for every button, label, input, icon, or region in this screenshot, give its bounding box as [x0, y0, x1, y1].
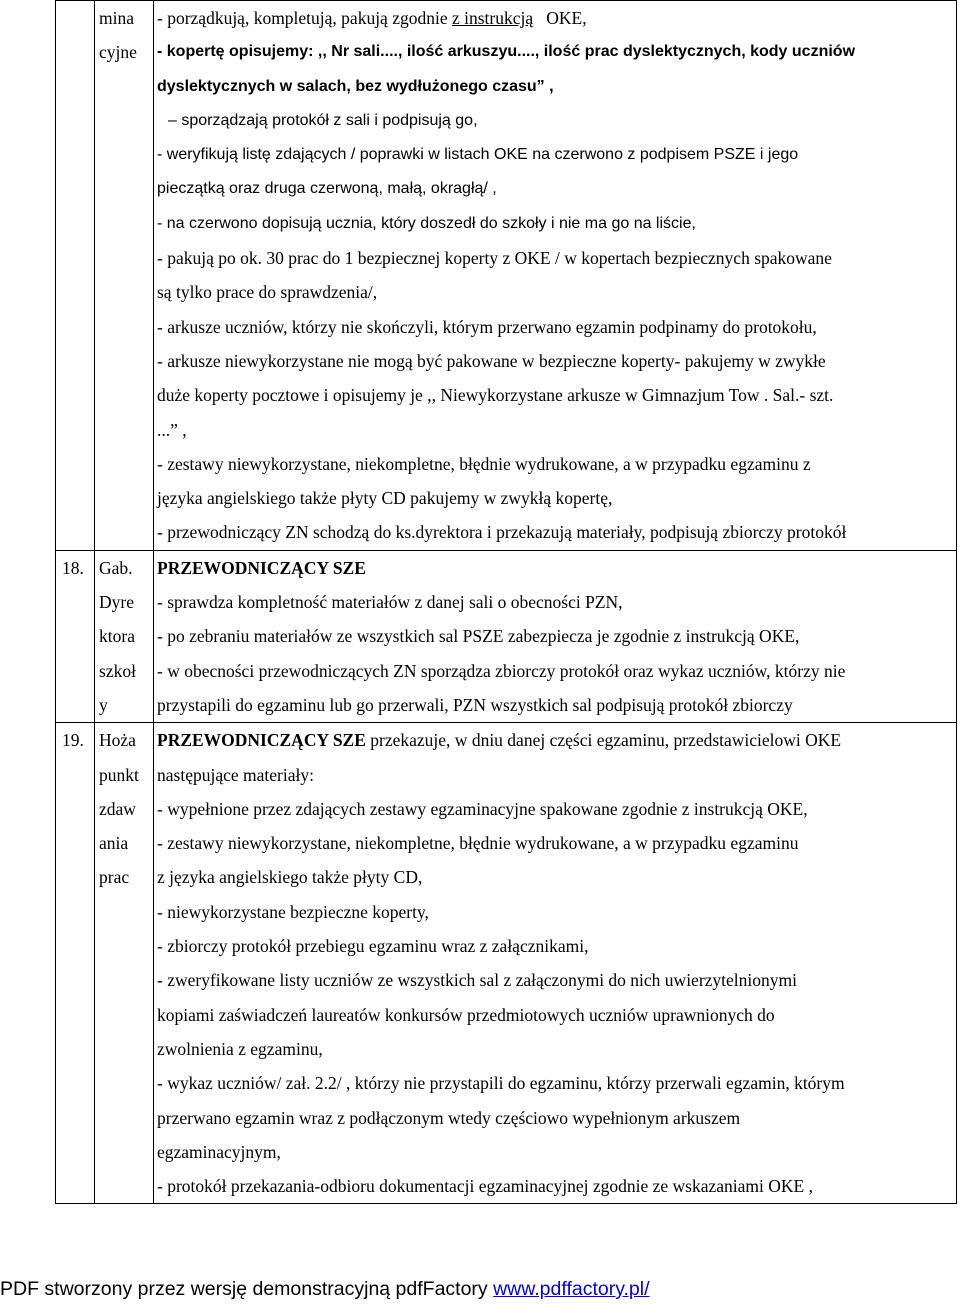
location-text: cyjne — [99, 42, 137, 63]
text-line: - sprawdza kompletność materiałów z danej sali o obecności PZN, — [157, 592, 623, 613]
row-number: 19. — [62, 730, 84, 751]
text-line: - zweryfikowane listy uczniów ze wszystkich sal z załączonymi do nich uwierzytelnionymi — [157, 970, 797, 991]
table-row — [56, 550, 957, 722]
text-line: następujące materiały: — [157, 764, 314, 785]
location-text: mina — [99, 8, 134, 28]
text-line: PRZEWODNICZĄCY SZE przekazuje, w dniu danej części egzaminu, przedstawicielowi OKE — [157, 730, 842, 751]
text-line: - pakują po ok. 30 prac do 1 bezpiecznej koperty z OKE / w kopertach bezpiecznych spakowane — [157, 248, 832, 269]
procedure-cell — [154, 1, 957, 551]
row-number-cell — [56, 1, 95, 551]
location-text: y — [99, 694, 108, 715]
text-line: - na czerwono dopisują ucznia, który doszedł do szkoły i nie ma go na liście, — [157, 214, 696, 232]
text-line: - wypełnione przez zdających zestawy egzaminacyjne spakowane zgodnie z instrukcją OKE, — [157, 798, 808, 819]
text-line: języka angielskiego także płyty CD pakujemy w zwykłą kopertę, — [157, 488, 613, 509]
text-line: - weryfikują listę zdających / poprawki w listach OKE na czerwono z podpisem PSZE i jego — [157, 146, 799, 164]
text-line: - wykaz uczniów/ zał. 2.2/ , którzy nie przystapili do egzaminu, którzy przerwali egzamin, którym — [157, 1073, 845, 1094]
location-text: Dyre — [99, 592, 134, 613]
text-line: dyslektycznych w salach, bez wydłużonego czasu” , — [157, 77, 554, 95]
location-text: Gab. — [99, 557, 133, 578]
text-line: - przewodniczący ZN schodzą do ks.dyrektora i przekazują materiały, podpisują zbiorczy protokół — [157, 522, 847, 543]
text-line: pieczątką oraz druga czerwoną, małą, okragłą/ , — [157, 180, 497, 198]
table-row — [56, 723, 957, 1204]
text-line: zwolnienia z egzaminu, — [157, 1038, 323, 1059]
text-line: - porządkują, kompletują, pakują zgodnie z instrukcją OKE, — [157, 8, 587, 28]
location-cell — [95, 550, 154, 722]
location-text: ania — [99, 833, 129, 854]
location-text: szkoł — [99, 660, 136, 681]
location-text: ktora — [99, 626, 135, 647]
text-line: kopiami zaświadczeń laureatów konkursów przedmiotowych uczniów uprawnionych do — [157, 1004, 775, 1025]
text-line: ...” , — [157, 419, 187, 440]
footer-text: PDF stworzony przez wersję demonstracyjną pdfFactory — [0, 1278, 494, 1300]
text-line: - kopertę opisujemy: ,, Nr sali...., ilość arkuszyu...., ilość prac dyslektycznych, kody uczniów — [157, 43, 856, 61]
section-heading: PRZEWODNICZĄCY SZE — [157, 557, 366, 578]
text-line: - arkusze uczniów, którzy nie skończyli, którym przerwano egzamin podpinamy do protokołu, — [157, 316, 817, 337]
text-line: - po zebraniu materiałów ze wszystkich sal PSZE zabezpiecza je zgodnie z instrukcją OKE, — [157, 626, 800, 647]
location-text: prac — [99, 867, 130, 888]
document-table — [55, 0, 957, 1204]
procedure-cell — [154, 550, 957, 722]
table-row — [56, 1, 957, 551]
row-number-cell — [56, 550, 95, 722]
procedure-cell — [154, 723, 957, 1204]
text-line: egzaminacyjnym, — [157, 1141, 281, 1162]
location-text: zdaw — [99, 798, 136, 819]
row-number: 18. — [62, 557, 84, 578]
text-line: - niewykorzystane bezpieczne koperty, — [157, 901, 429, 922]
text-line: – sporządzają protokół z sali i podpisują go, — [168, 111, 478, 129]
text-line: - zestawy niewykorzystane, niekompletne, błędnie wydrukowane, a w przypadku egzaminu — [157, 833, 799, 854]
text-line: - arkusze niewykorzystane nie mogą być pakowane w bezpieczne koperty- pakujemy w zwykłe — [157, 350, 826, 371]
instruction-link[interactable]: z instrukcją — [451, 8, 534, 28]
pdf-footer — [0, 1278, 650, 1301]
text-line: - protokół przekazania-odbioru dokumentacji egzaminacyjnej zgodnie ze wskazaniami OKE , — [157, 1176, 813, 1197]
pdffactory-link[interactable]: www.pdffactory.pl/ — [493, 1278, 650, 1300]
text-line: - w obecności przewodniczących ZN sporządza zbiorczy protokół oraz wykaz uczniów, którzy nie — [157, 660, 846, 681]
text-line: - zestawy niewykorzystane, niekompletne, błędnie wydrukowane, a w przypadku egzaminu z — [157, 453, 811, 474]
row-number-cell — [56, 723, 95, 1204]
location-text: punkt — [99, 764, 139, 785]
text-line: przystapili do egzaminu lub go przerwali, PZN wszystkich sal podpisują protokół zbiorczy — [157, 694, 793, 715]
location-text: Hoża — [99, 730, 136, 751]
text-line: są tylko prace do sprawdzenia/, — [157, 282, 378, 303]
text-line: z języka angielskiego także płyty CD, — [157, 867, 423, 888]
text-line: duże koperty pocztowe i opisujemy je ,, Niewykorzystane arkusze w Gimnazjum Tow . Sal.- szt. — [157, 385, 834, 406]
text-line: - zbiorczy protokół przebiegu egzaminu wraz z załącznikami, — [157, 936, 589, 957]
section-heading: PRZEWODNICZĄCY SZE — [157, 730, 366, 751]
location-cell — [95, 1, 154, 551]
text-line: przerwano egzamin wraz z podłączonym wtedy częściowo wypełnionym arkuszem — [157, 1107, 741, 1128]
location-cell — [95, 723, 154, 1204]
